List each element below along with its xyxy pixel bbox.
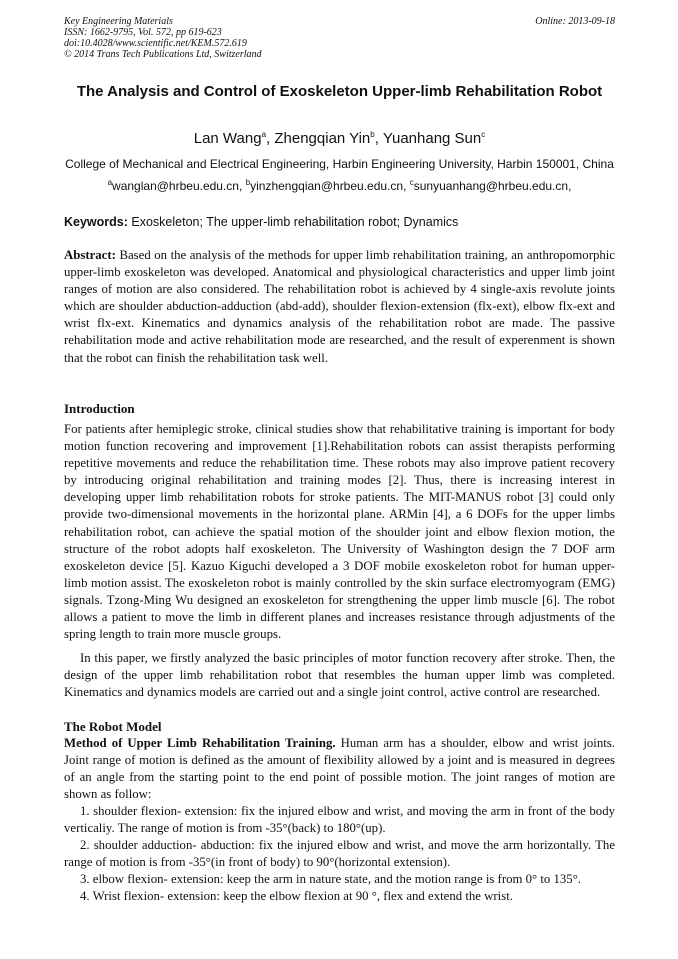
copyright-line: © 2014 Trans Tech Publications Ltd, Switzerland [64, 49, 262, 60]
introduction-heading: Introduction [64, 401, 135, 416]
issn-line: ISSN: 1662-9795, Vol. 572, pp 619-623 [64, 27, 222, 38]
journal-header [64, 16, 615, 60]
online-date: Online: 2013-09-18 [535, 16, 615, 27]
author-name: Yuanhang Sun [382, 130, 482, 147]
list-item: 1. shoulder flexion- extension: fix the injured elbow and wrist, and moving the arm in front of the body verticaliy. The range of motion is from -35°(back) to 180°(up). [64, 804, 615, 836]
method-paragraph [64, 735, 615, 803]
email-sup: a [107, 178, 113, 187]
author-sup: a [261, 130, 267, 139]
journal-name: Key Engineering Materials [64, 16, 173, 27]
author-name: Lan Wang [193, 130, 262, 147]
abstract-text: Based on the analysis of the methods for upper limb rehabilitation training, an anthropomorphic upper-limb exoskeleton was developed. Anatomical and physiological characteristics and upper limb joint ranges of motion are also considered. The rehabilitation robot is achieved by 4 single-axis revolute joints which are shoulder abduction-adduction (abd-add), shoulder flexion-extension (flx-ext), elbow flx-ext and wrist flx-ext. Kinematics and dynamics analysis of the rehabilitation robot are made. The passive rehabilitation mode and active rehabilitation mode are researched, and the result of experenment is shown that the robot can finish the rehabilitation task well. [64, 248, 615, 365]
affiliation: College of Mechanical and Electrical Engineering, Harbin Engineering University, Harbin 150001, China [65, 157, 614, 171]
method-text: Human arm has a shoulder, elbow and wrist joints. Joint range of motion is defined as the amount of flexibility allowed by a joint and is measured in degrees of an angle from the starting point to the end point of possible motion. The joint ranges of motion are shown as follow: [64, 736, 615, 802]
email-link[interactable]: sunyuanhang@hrbeu.edu.cn [413, 179, 569, 193]
author-sup: c [481, 130, 486, 139]
email-link[interactable]: wanglan@hrbeu.edu.cn [112, 179, 239, 193]
email-sup: c [409, 178, 414, 187]
robot-model-heading: The Robot Model [64, 719, 162, 734]
keywords-label: Keywords: [64, 215, 128, 229]
email-list: $^a$wanglan@hrbeu.edu.cn, $^b$yinzhengqian@hrbeu.edu.cn, $^c$sunyuanhang@hrbeu.edu.cn, [107, 178, 572, 193]
intro-paragraph: For patients after hemiplegic stroke, clinical studies show that rehabilitative training is important for body motion function recovering and improvement [1].Rehabilitation robots can assist therapists performing repetitive movements and reduce the rehabilitation time. These robots may also improve patient recovery by introducing original rehabilitation and training modes [2]. Thus, there is increasing interest in developing upper limb rehabilitation robots for stroke patients. The MIT-MANUS robot [3] could only provide two-dimensional movements in the horizontal plane. ARMin [4], a 6 DOFs for the upper limbs rehabilitation robot, can achieve the spatial motion of the shoulder joint and elbow flexion motion, the structure of the robot adopts half exoskeleton. The University of Washington design the 7 DOF arm exoskeleton device [5]. Kazuo Kiguchi developed a 3 DOF mobile exoskeleton robot for human upper-limb motion assist. The exoskeleton robot is mainly controlled by the skin surface electromyogram (EMG) signals. Tzong-Ming Wu designed an exoskeleton for strengthening the upper limb muscle [6]. The robot allows a patient to move the limb in different planes and increases resistance through adjustments of the spring length to train more muscle groups. [64, 422, 615, 642]
email-link[interactable]: yinzhengqian@hrbeu.edu.cn [250, 179, 404, 193]
list-item: 3. elbow flexion- extension: keep the arm in nature state, and the motion range is from 0° to 135°. [80, 872, 582, 886]
doi-line: doi:10.4028/www.scientific.net/KEM.572.619 [64, 38, 247, 49]
email-sup: b [245, 178, 251, 187]
author-name: Zhengqian Yin [274, 130, 371, 147]
paper-title: The Analysis and Control of Exoskeleton Upper-limb Rehabilitation Robot [76, 83, 603, 100]
keywords [64, 214, 615, 230]
author-sup: b [370, 130, 375, 139]
abstract-label: Abstract: [64, 248, 116, 262]
abstract [64, 247, 615, 367]
list-item: 2. shoulder adduction- abduction: fix the injured elbow and wrist, and move the arm horizontally. The range of motion is from -35°(in front of body) to 90°(horizontal extension). [64, 838, 615, 870]
method-label: Method of Upper Limb Rehabilitation Training. [64, 736, 336, 750]
list-item: 4. Wrist flexion- extension: keep the elbow flexion at 90 °, flex and extend the wrist. [80, 889, 513, 903]
keywords-text: Exoskeleton; The upper-limb rehabilitation robot; Dynamics [131, 215, 459, 229]
intro-paragraph: In this paper, we firstly analyzed the basic principles of motor function recovery after stroke. Then, the design of the upper limb rehabilitation robot that resembles the human upper limb was completed. Kinematics and dynamics models are carried out and a single joint control, active control are researched. [64, 651, 615, 700]
author-list: Lan Wang$^a$, Zhengqian Yin$^b$, Yuanhang Sun$^c$ [193, 130, 486, 147]
